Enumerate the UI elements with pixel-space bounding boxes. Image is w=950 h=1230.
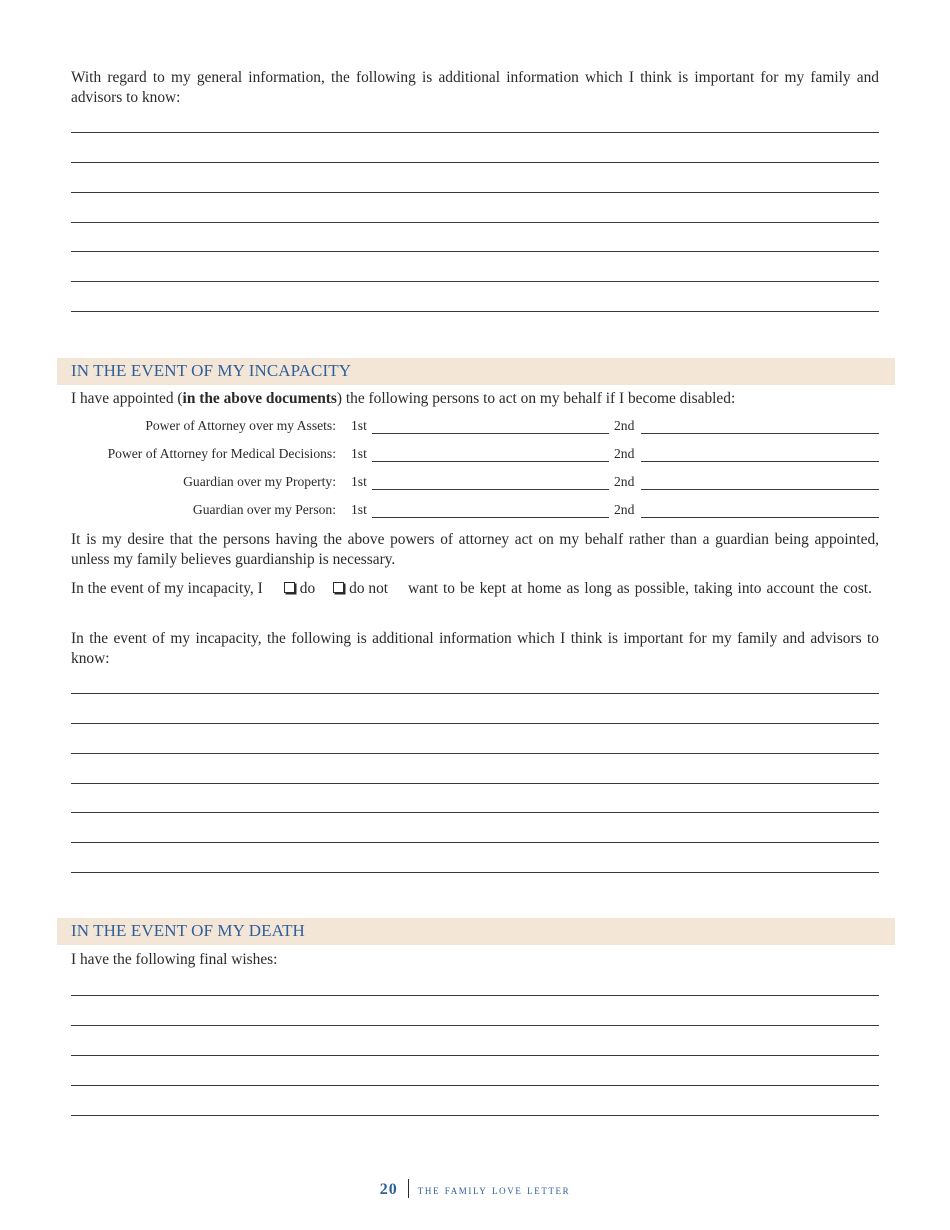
final-wishes-line-4[interactable] bbox=[71, 1085, 879, 1086]
appointed-prefix: I have appointed ( bbox=[71, 390, 183, 407]
guardian-property-label: Guardian over my Property: bbox=[183, 474, 336, 489]
appointed-statement bbox=[71, 389, 879, 409]
poa-assets-label: Power of Attorney over my Assets: bbox=[145, 418, 336, 433]
desire-statement: It is my desire that the persons having the above powers of attorney act on my behalf rather than a guardian being appointed, unless my family believes guardianship is necessary. bbox=[71, 531, 879, 568]
do-not-option[interactable] bbox=[333, 579, 388, 599]
poa-medical-row bbox=[71, 446, 879, 466]
do-option-label: do bbox=[299, 580, 316, 597]
incapacity-section-title: IN THE EVENT OF MY INCAPACITY bbox=[71, 361, 352, 380]
second-choice-label: 2nd bbox=[614, 474, 635, 489]
page-footer bbox=[0, 1179, 950, 1199]
general-info-line-3[interactable] bbox=[71, 192, 879, 193]
final-wishes-line-5[interactable] bbox=[71, 1115, 879, 1116]
general-info-line-4[interactable] bbox=[71, 222, 879, 223]
death-section-title: IN THE EVENT OF MY DEATH bbox=[71, 921, 305, 940]
general-info-line-1[interactable] bbox=[71, 132, 879, 133]
final-wishes-intro: I have the following final wishes: bbox=[71, 951, 278, 968]
appointed-suffix: ) the following persons to act on my behalf if I become disabled: bbox=[336, 390, 736, 407]
poa-medical-second-field[interactable] bbox=[641, 461, 879, 462]
first-choice-label: 1st bbox=[351, 502, 367, 517]
incapacity-info-line-5[interactable] bbox=[71, 812, 879, 813]
final-wishes-line-3[interactable] bbox=[71, 1055, 879, 1056]
poa-assets-first-field[interactable] bbox=[372, 433, 609, 434]
general-info-line-6[interactable] bbox=[71, 281, 879, 282]
guardian-property-row bbox=[71, 474, 879, 494]
guardian-property-first-field[interactable] bbox=[372, 489, 609, 490]
final-wishes-line-1[interactable] bbox=[71, 995, 879, 996]
do-checkbox[interactable] bbox=[284, 582, 295, 593]
second-choice-label: 2nd bbox=[614, 418, 635, 433]
guardian-person-row bbox=[71, 502, 879, 522]
do-option[interactable] bbox=[284, 579, 315, 599]
incapacity-info-line-6[interactable] bbox=[71, 842, 879, 843]
do-not-checkbox[interactable] bbox=[333, 582, 344, 593]
poa-assets-row bbox=[71, 418, 879, 438]
general-info-line-7[interactable] bbox=[71, 311, 879, 312]
second-choice-label: 2nd bbox=[614, 446, 635, 461]
first-choice-label: 1st bbox=[351, 418, 367, 433]
page-number: 20 bbox=[379, 1181, 398, 1198]
guardian-property-second-field[interactable] bbox=[641, 489, 879, 490]
first-choice-label: 1st bbox=[351, 474, 367, 489]
second-choice-label: 2nd bbox=[614, 502, 635, 517]
home-care-suffix: want to be kept at home as long as possible, taking into account the cost. bbox=[408, 580, 872, 597]
final-wishes-line-2[interactable] bbox=[71, 1025, 879, 1026]
general-info-line-5[interactable] bbox=[71, 251, 879, 252]
guardian-person-second-field[interactable] bbox=[641, 517, 879, 518]
incapacity-info-line-3[interactable] bbox=[71, 753, 879, 754]
incapacity-info-line-1[interactable] bbox=[71, 693, 879, 694]
incapacity-info-line-7[interactable] bbox=[71, 872, 879, 873]
guardian-person-label: Guardian over my Person: bbox=[192, 502, 336, 517]
home-care-prefix: In the event of my incapacity, I bbox=[71, 580, 263, 597]
incapacity-info-line-4[interactable] bbox=[71, 783, 879, 784]
do-not-option-label: do not bbox=[349, 580, 389, 597]
poa-assets-second-field[interactable] bbox=[641, 433, 879, 434]
incapacity-info-line-2[interactable] bbox=[71, 723, 879, 724]
first-choice-label: 1st bbox=[351, 446, 367, 461]
general-info-line-2[interactable] bbox=[71, 162, 879, 163]
poa-medical-first-field[interactable] bbox=[372, 461, 609, 462]
death-section-header bbox=[57, 918, 895, 945]
appointed-bold: in the above documents bbox=[182, 390, 337, 407]
incapacity-additional-intro: In the event of my incapacity, the following is additional information which I think is important for my family and advisors to know: bbox=[71, 630, 879, 667]
footer-divider bbox=[408, 1179, 409, 1198]
home-care-statement bbox=[71, 579, 879, 599]
incapacity-section-header bbox=[57, 358, 895, 385]
general-info-intro: With regard to my general information, the following is additional information which I think is important for my family and advisors to know: bbox=[71, 69, 879, 106]
guardian-person-first-field[interactable] bbox=[372, 517, 609, 518]
poa-medical-label: Power of Attorney for Medical Decisions: bbox=[107, 446, 336, 461]
footer-doc-title: the family love letter bbox=[417, 1183, 571, 1197]
